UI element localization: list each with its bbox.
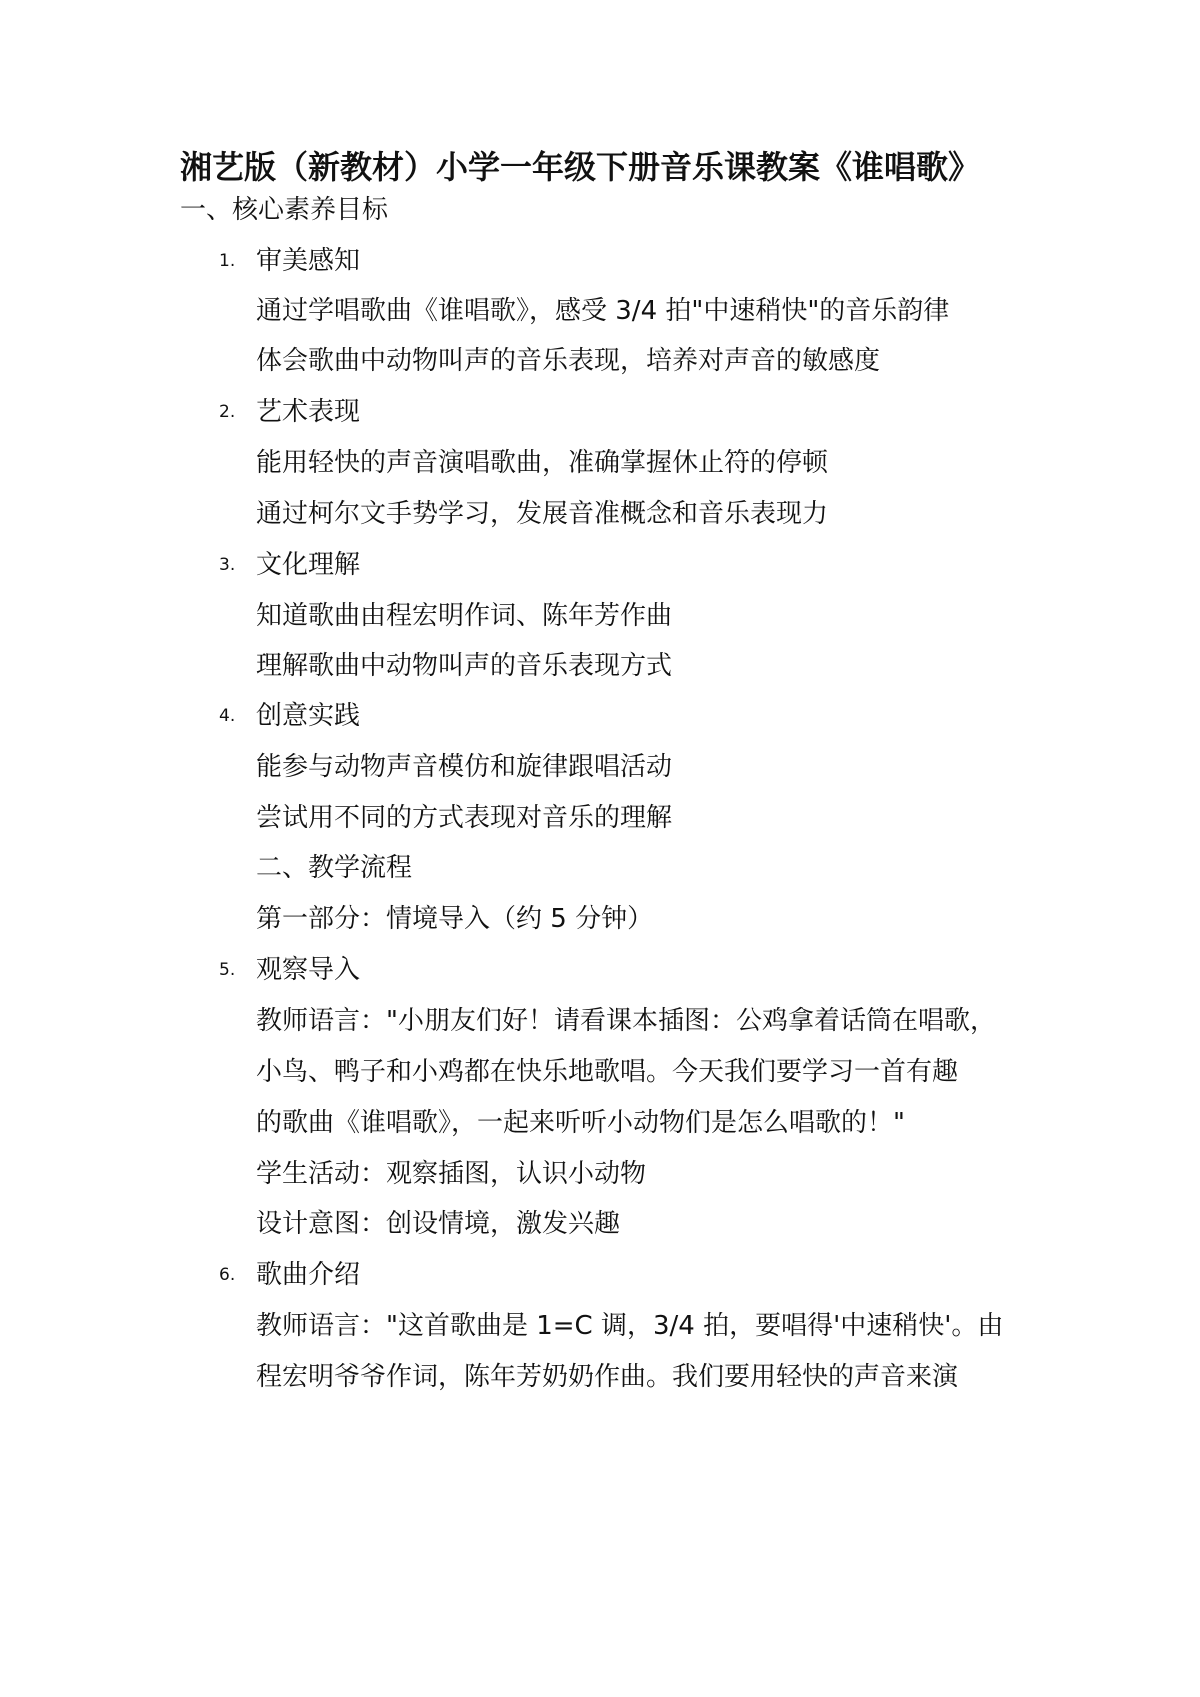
- list-number: 2.: [219, 402, 236, 422]
- section-heading-objectives: 一、核心素养目标: [180, 195, 389, 225]
- list-item-text: 教师语言："这首歌曲是 1=C 调，3/4 拍，要唱得'中速稍快'。由: [256, 1311, 1004, 1341]
- list-item-text: 的歌曲《谁唱歌》，一起来听听小动物们是怎么唱歌的！": [256, 1108, 905, 1138]
- list-item-label: 歌曲介绍: [256, 1260, 361, 1290]
- list-item-text: 教师语言："小朋友们好！请看课本插图：公鸡拿着话筒在唱歌，: [256, 1006, 996, 1036]
- list-item-text: 通过柯尔文手势学习，发展音准概念和音乐表现力: [256, 499, 829, 529]
- list-item-text: 学生活动：观察插图，认识小动物: [256, 1159, 647, 1189]
- list-item-text: 体会歌曲中动物叫声的音乐表现，培养对声音的敏感度: [256, 346, 881, 376]
- list-number: 6.: [219, 1265, 236, 1285]
- list-item-label: 艺术表现: [256, 397, 361, 427]
- document-title: 湘艺版（新教材）小学一年级下册音乐课教案《谁唱歌》: [180, 148, 981, 186]
- list-number: 5.: [219, 960, 236, 980]
- list-item-label: 审美感知: [256, 246, 361, 276]
- list-item-text: 小鸟、鸭子和小鸡都在快乐地歌唱。今天我们要学习一首有趣: [256, 1057, 959, 1087]
- list-item-label: 文化理解: [256, 550, 361, 580]
- list-item-label: 创意实践: [256, 701, 361, 731]
- part-heading: 第一部分：情境导入（约 5 分钟）: [256, 904, 654, 934]
- section-heading-process: 二、教学流程: [256, 853, 413, 883]
- list-item-text: 程宏明爷爷作词，陈年芳奶奶作曲。我们要用轻快的声音来演: [256, 1362, 959, 1392]
- list-item-text: 通过学唱歌曲《谁唱歌》，感受 3/4 拍"中速稍快"的音乐韵律: [256, 296, 950, 326]
- list-item-label: 观察导入: [256, 955, 361, 985]
- list-item-text: 设计意图：创设情境，激发兴趣: [256, 1209, 621, 1239]
- list-number: 3.: [219, 555, 236, 575]
- list-item-text: 能参与动物声音模仿和旋律跟唱活动: [256, 752, 673, 782]
- list-number: 4.: [219, 706, 236, 726]
- list-item-text: 知道歌曲由程宏明作词、陈年芳作曲: [256, 601, 673, 631]
- list-number: 1.: [219, 251, 236, 271]
- list-item-text: 尝试用不同的方式表现对音乐的理解: [256, 803, 673, 833]
- list-item-text: 理解歌曲中动物叫声的音乐表现方式: [256, 651, 673, 681]
- list-item-text: 能用轻快的声音演唱歌曲，准确掌握休止符的停顿: [256, 448, 829, 478]
